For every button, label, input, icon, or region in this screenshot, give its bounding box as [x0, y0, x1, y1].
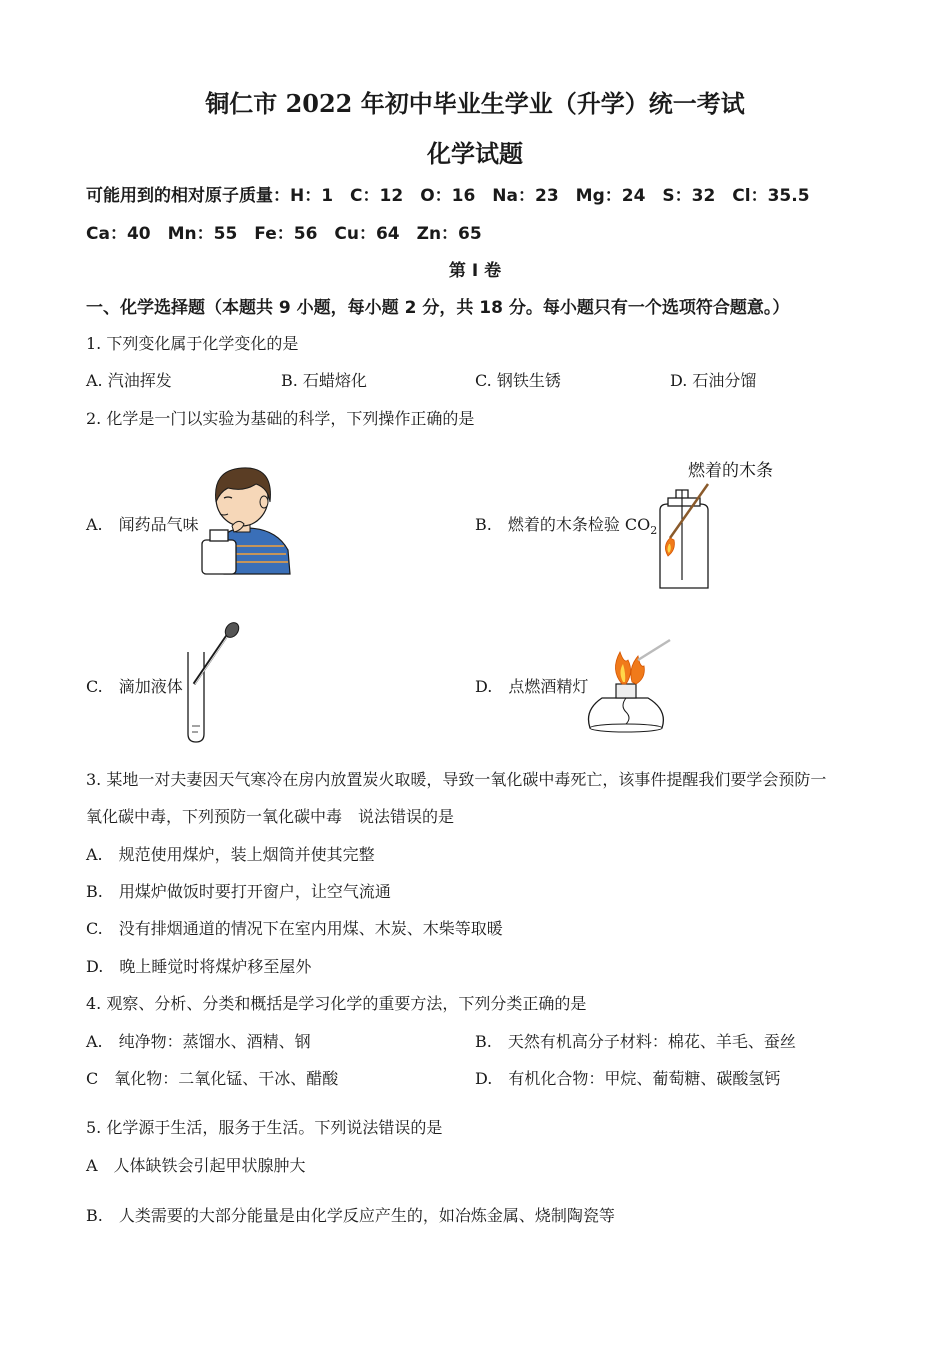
q5-option-b: B. 人类需要的大部分能量是由化学反应产生的，如冶炼金属、烧制陶瓷等: [86, 1206, 615, 1225]
dropper-figure: [178, 622, 242, 746]
q2-option-b: [475, 512, 657, 537]
gas-bottle-figure: [648, 480, 718, 592]
q4-option-b: B. 天然有机高分子材料：棉花、羊毛、蚕丝: [475, 1032, 796, 1051]
atomic-masses-line1: 可能用到的相对原子质量：H：1 C：12 O：16 Na：23 Mg：24 S：32 Cl：35.5: [86, 186, 810, 206]
q1-stem: 1. 下列变化属于化学变化的是: [86, 334, 299, 353]
q3-option-b: B. 用煤炉做饭时要打开窗户，让空气流通: [86, 882, 391, 901]
q4-option-d: D. 有机化合物：甲烷、葡萄糖、碳酸氢钙: [475, 1069, 781, 1088]
q4-stem: 4. 观察、分析、分类和概括是学习化学的重要方法，下列分类正确的是: [86, 994, 587, 1013]
alcohol-lamp-figure: [582, 630, 674, 734]
burning-stick-label: 燃着的木条: [688, 461, 773, 481]
q2-stem: 2. 化学是一门以实验为基础的科学，下列操作正确的是: [86, 409, 475, 428]
section-heading: 一、化学选择题（本题共 9 小题，每小题 2 分，共 18 分。每小题只有一个选项符合题意。）: [86, 298, 790, 318]
q2-option-a: A. 闻药品气味: [86, 515, 199, 534]
q4-option-a: A. 纯净物：蒸馏水、酒精、钢: [86, 1032, 311, 1051]
q2-option-d: D. 点燃酒精灯: [475, 677, 589, 696]
q3-stem-line1: 3. 某地一对夫妻因天气寒冷在房内放置炭火取暖，导致一氧化碳中毒死亡，该事件提醒我们要学会预防一: [86, 770, 827, 789]
q3-option-d: D. 晚上睡觉时将煤炉移至屋外: [86, 957, 312, 976]
q3-option-a: A. 规范使用煤炉，装上烟筒并使其完整: [86, 845, 375, 864]
q1-option-d: D. 石油分馏: [670, 371, 757, 390]
atomic-masses-line2: Ca：40 Mn：55 Fe：56 Cu：64 Zn：65: [86, 224, 482, 244]
q2-option-c: C. 滴加液体: [86, 677, 183, 696]
q4-option-c: C 氧化物：二氧化锰、干冰、醋酸: [86, 1069, 339, 1088]
q5-option-a: A 人体缺铁会引起甲状腺肿大: [86, 1156, 306, 1175]
exam-title: 铜仁市 2022 年初中毕业生学业（升学）统一考试: [205, 89, 745, 118]
q1-option-b: B. 石蜡熔化: [281, 371, 367, 390]
exam-subtitle: 化学试题: [427, 139, 523, 168]
smelling-figure: [198, 462, 294, 576]
q2-option-b-subscript: 2: [650, 524, 658, 538]
q2-option-b-text: B. 燃着的木条检验 CO: [475, 515, 651, 534]
volume-heading: 第 I 卷: [448, 261, 502, 281]
q1-option-a: A. 汽油挥发: [86, 371, 172, 390]
q1-option-c: C. 钢铁生锈: [475, 371, 561, 390]
q3-option-c: C. 没有排烟通道的情况下在室内用煤、木炭、木柴等取暖: [86, 919, 503, 938]
q5-stem: 5. 化学源于生活，服务于生活。下列说法错误的是: [86, 1118, 443, 1137]
q3-stem-line2: 氧化碳中毒，下列预防一氧化碳中毒 说法错误的是: [86, 807, 455, 826]
